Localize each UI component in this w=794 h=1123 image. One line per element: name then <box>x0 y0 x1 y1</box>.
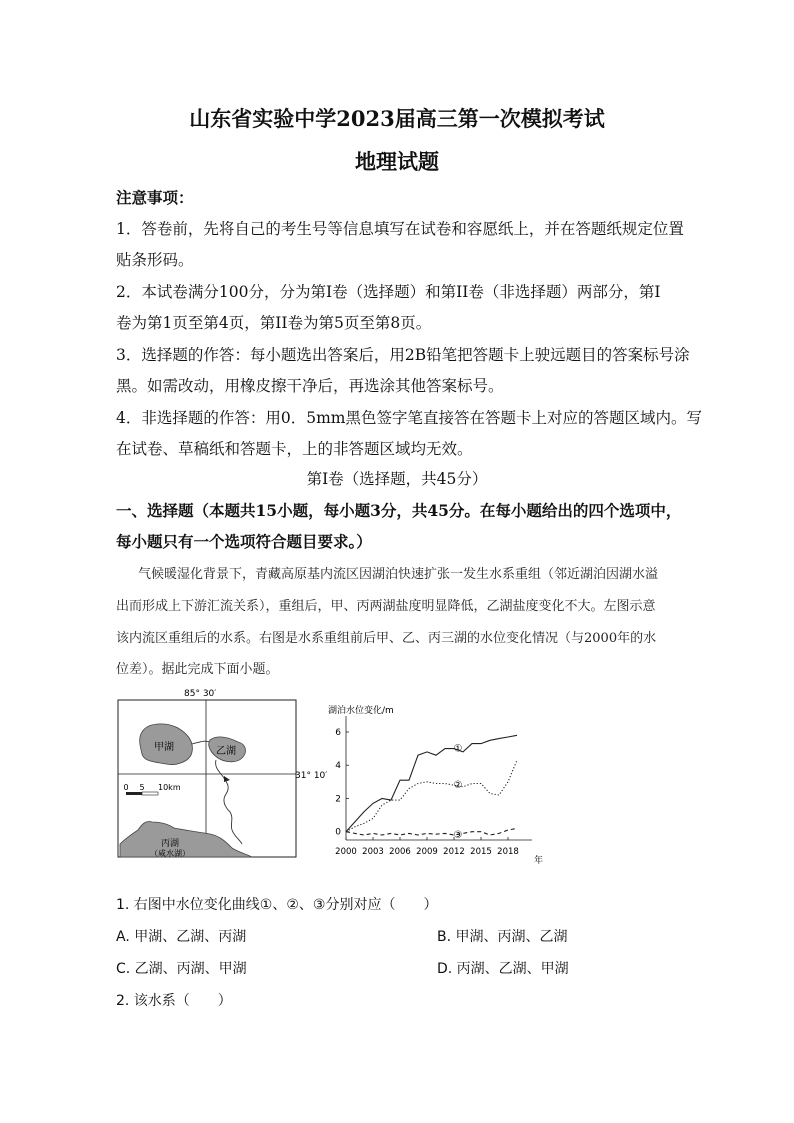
question-1-option[interactable]: C. 乙湖、丙湖、甲湖 <box>116 961 247 977</box>
series-label-3: ③ <box>453 830 463 842</box>
series-line-1 <box>346 735 517 831</box>
x-tick-label: 2015 <box>470 847 492 857</box>
series-label-2: ② <box>453 780 463 792</box>
x-tick-label: 2006 <box>389 847 411 857</box>
y-tick-label: 2 <box>335 794 341 805</box>
notice-line: 卷为第1页至第4页，第II卷为第5页至第8页。 <box>116 314 432 332</box>
notice-line: 2．本试卷满分100分，分为第Ⅰ卷（选择题）和第II卷（非选择题）两部分，第Ⅰ <box>116 283 661 301</box>
series-label-1: ① <box>453 743 463 755</box>
notice-line: 1．答卷前，先将自己的考生号等信息填写在试卷和容愿纸上，并在答题纸规定位置 <box>116 220 684 238</box>
watershed-map <box>112 684 328 880</box>
series-line-2 <box>346 760 517 832</box>
water-level-chart <box>326 700 556 870</box>
section-instruction: 每小题只有一个选项符合题目要求。） <box>116 532 372 551</box>
page-title: 山东省实验中学2023届高三第一次模拟考试 <box>189 106 605 131</box>
notice-line: 3．选择题的作答：每小题选出答案后，用2B铅笔把答题卡上驶远题目的答案标号涂 <box>116 346 690 364</box>
passage-line: 出而形成上下游汇流关系），重组后，甲、丙两湖盐度明显降低，乙湖盐度变化不大。左图示意 <box>116 599 656 614</box>
x-tick-label: 2009 <box>416 847 438 857</box>
scale-bar <box>123 783 180 795</box>
lake-yi-label: 乙湖 <box>216 746 236 757</box>
notice-line: 在试卷、草稿纸和答题卡，上的非答题区域均无效。 <box>116 440 473 458</box>
chart-xlabel: 年 <box>534 856 544 866</box>
channel-jia-yi <box>192 741 210 744</box>
passage-line: 该内流区重组后的水系。右图是水系重组前后甲、乙、丙三湖的水位变化情况（与2000年的水 <box>116 631 657 646</box>
chart-ylabel: 湖泊水位变化/m <box>328 706 394 716</box>
x-tick-label: 2012 <box>443 847 465 857</box>
x-tick-label: 2018 <box>497 847 519 857</box>
page-subtitle: 地理试题 <box>355 149 439 174</box>
x-tick-label: 2003 <box>362 847 384 857</box>
y-tick-label: 4 <box>335 761 341 772</box>
question-2-stem: 2. 该水系（ ） <box>116 993 232 1009</box>
notice-line: 4．非选择题的作答：用0．5mm黑色签字笔直接答在答题卡上对应的答题区域内。写 <box>116 409 702 427</box>
passage-line: 位差）。据此完成下面小题。 <box>116 662 279 677</box>
svg-text:5: 5 <box>139 783 145 792</box>
river-yi-bing <box>216 760 242 844</box>
question-1-stem: 1. 右图中水位变化曲线①、②、③分别对应（ ） <box>116 897 438 913</box>
question-1-option[interactable]: D. 丙湖、乙湖、甲湖 <box>437 961 569 977</box>
y-tick-label: 6 <box>335 727 341 738</box>
latitude-label: 31° 10′ <box>295 771 328 781</box>
section-heading: 第Ⅰ卷（选择题，共45分） <box>306 470 488 488</box>
lake-jia-label: 甲湖 <box>154 742 174 753</box>
lake-bing-note: （咸水湖） <box>150 849 190 858</box>
svg-text:10km: 10km <box>158 783 181 792</box>
notice-line: 黑。如需改动，用橡皮擦干净后，再选涂其他答案标号。 <box>116 377 504 395</box>
flow-arrow-icon <box>224 776 230 782</box>
question-1-option[interactable]: B. 甲湖、丙湖、乙湖 <box>437 929 568 945</box>
series-line-3 <box>346 828 517 835</box>
notice-heading: 注意事项： <box>116 188 194 207</box>
x-tick-label: 2000 <box>335 847 357 857</box>
lake-bing-label: 丙湖 <box>160 839 180 849</box>
notice-line: 贴条形码。 <box>116 251 194 269</box>
section-instruction: 一、选择题（本题共15小题，每小题3分，共45分。在每小题给出的四个选项中， <box>116 501 682 520</box>
question-1-option[interactable]: A. 甲湖、乙湖、丙湖 <box>116 929 247 945</box>
passage-line: 气候暖湿化背景下，青藏高原基内流区因湖泊快速扩张一发生水系重组（邻近湖泊因湖水溢 <box>138 567 659 582</box>
svg-text:0: 0 <box>123 783 129 792</box>
y-tick-label: 0 <box>335 827 341 838</box>
longitude-label: 85° 30′ <box>184 689 217 699</box>
